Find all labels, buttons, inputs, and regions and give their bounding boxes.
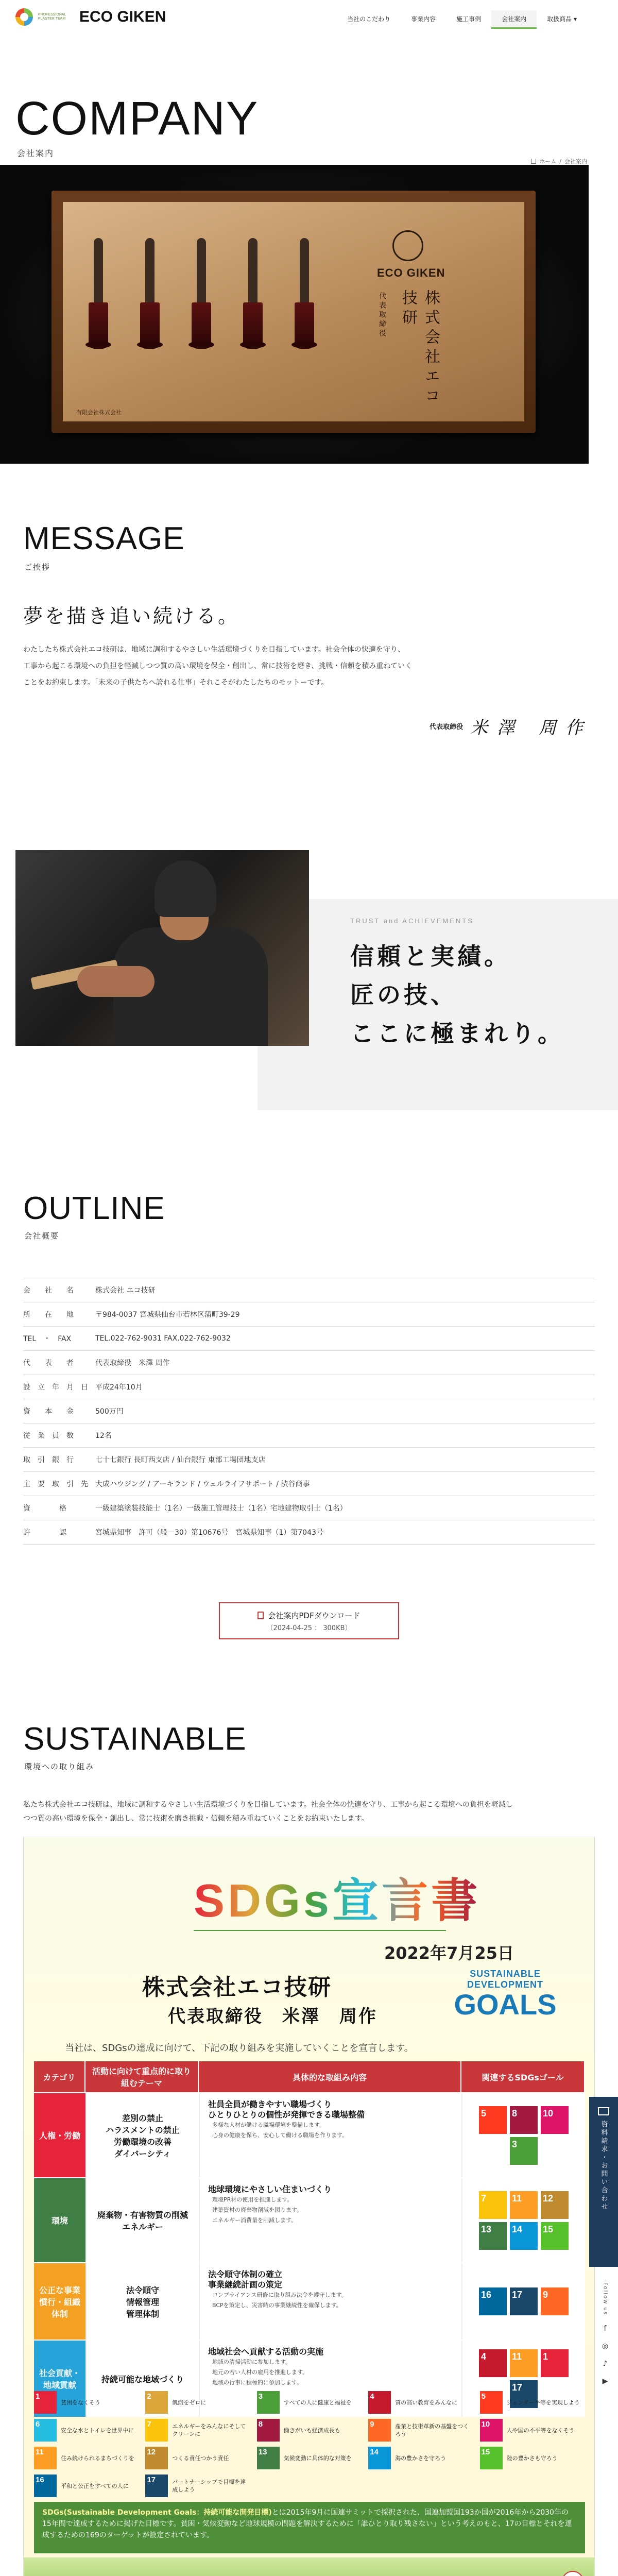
outline-key: 主 要 取 引 先 [23, 1472, 95, 1496]
sdg-legend-item [145, 2419, 250, 2442]
sdgs-footnote-text: とは2015年9月に国連サミットで採択された、国連加盟国193か国が2016年から2030年の15年間で達成するために掲げた目標です。貧困・気候変動など地球規模の問題を解決するために「誰ひとり取り残さない」という考えのもと、17の目標とそれを達成するための169のターゲットが設定されています。 [42, 2509, 572, 2539]
sdgs-company: 株式会社エコ技研 [142, 1974, 332, 2001]
sdg-goal-icon: 2 [145, 2391, 168, 2414]
signature-role: 代表取締役 [430, 723, 464, 731]
page-title: COMPANY [15, 92, 259, 145]
contact-side-tab[interactable] [589, 2097, 618, 2267]
decorative-ground [24, 2557, 595, 2576]
sdg-legend-item [480, 2391, 585, 2414]
sdgs-header-cell: 具体的な取組み内容 [199, 2061, 461, 2092]
sustainable-body [23, 1798, 595, 1826]
sdgs-theme: 法令順守 情報管理 管理体制 [85, 2263, 199, 2340]
sdg-goal-icon: 3 [510, 2137, 538, 2165]
sdgs-table-row [34, 2177, 585, 2262]
sdgs-footnote [34, 2502, 585, 2553]
sdgs-theme: 持続可能な地域づくり [85, 2341, 199, 2417]
sdgs-action-note: コンプライアンス研修に取り組み法令を遵守します。 [212, 2292, 347, 2298]
sdgs-title: SDGs宣言書 [194, 1863, 480, 1930]
outline-value: TEL.022-762-9031 FAX.022-762-9032 [95, 1327, 595, 1351]
site-logo[interactable] [15, 8, 166, 26]
sdg-goal-label: 働きがいも経済成長も [283, 2427, 340, 2434]
sdg-goal-icon: 13 [257, 2447, 280, 2469]
frame-calligraphy-small: 代表取締役 [378, 292, 386, 338]
message-body [23, 641, 487, 691]
sdg-goal-icon: 4 [368, 2391, 391, 2414]
tiktok-icon[interactable]: ♪ [603, 2360, 608, 2368]
sdg-goal-icon: 1 [541, 2349, 569, 2377]
table-row [23, 1399, 595, 1423]
outline-subtitle: 会社概要 [24, 1231, 60, 1241]
pdf-meta: （2024-04-25 ： 300KB） [266, 1624, 352, 1632]
sdg-goal-label: ジェンダー平等を実現しよう [506, 2399, 580, 2406]
instagram-icon[interactable]: ◎ [602, 2342, 609, 2351]
sdgs-related-goals [461, 2263, 585, 2340]
sdgs-table-row [34, 2262, 585, 2340]
message-line: 工事から起こる環境への負担を軽減しつつ質の高い環境を保全・創出し、常に技術を磨き、挑戦・信頼を積み重ねていく [23, 662, 413, 670]
sdgs-action: ひとりひとりの個性が発揮できる職場整備 [208, 2110, 365, 2120]
sdgs-logo-line1: SUSTAINABLE DEVELOPMENT [467, 1969, 543, 1990]
message-line: ことをお約束します。「未来の子供たちへ誇れる仕事」それこそがわたしたちのモットーです。 [23, 679, 329, 687]
sdg-goal-label: 陸の豊かさも守ろう [506, 2454, 558, 2462]
sdg-goal-icon: 11 [510, 2191, 538, 2219]
outline-value: 〒984-0037 宮城県仙台市若林区蒲町39-29 [95, 1302, 595, 1327]
sdg-goal-label: パートナーシップで目標を達成しよう [172, 2479, 246, 2493]
sdgs-category: 公正な事業慣行・組織体制 [34, 2263, 85, 2340]
nav-item[interactable]: 会社案内 [491, 10, 537, 29]
logo-mark-icon [15, 8, 33, 26]
sdg-legend-item [145, 2475, 250, 2497]
outline-value: 12名 [95, 1423, 595, 1448]
sdgs-declaration-card [23, 1837, 595, 2576]
sdgs-action: 法令順守体制の確立 [208, 2269, 283, 2279]
sdgs-header-cell: 関連するSDGsゴール [461, 2061, 585, 2092]
outline-key: TEL ・ FAX [23, 1327, 95, 1351]
outline-key: 資 本 金 [23, 1399, 95, 1423]
sdgs-category: 人権・労働 [34, 2093, 85, 2177]
sdg-legend-item [34, 2419, 139, 2442]
nav-item[interactable]: 施工事例 [456, 15, 482, 23]
emblem-icon [392, 230, 423, 261]
sdg-goal-label: 平和と公正をすべての人に [61, 2482, 129, 2489]
outline-value: 宮城県知事 許可（般－30）第10676号 宮城県知事（1）第7043号 [95, 1520, 595, 1545]
table-row [23, 1472, 595, 1496]
sdg-goal-icon: 5 [479, 2106, 507, 2134]
sdg-goal-icon: 14 [510, 2222, 538, 2250]
table-row [23, 1351, 595, 1375]
nav-item[interactable]: 事業内容 [411, 15, 436, 23]
table-row [23, 1375, 595, 1399]
sdg-goal-icon: 11 [34, 2447, 57, 2469]
sdgs-intro: 当社は、SDGsの達成に向けて、下記の取り組みを実施していくことを宣言します。 [65, 2043, 414, 2054]
frame-panel [63, 202, 524, 421]
sdg-legend-item [368, 2419, 473, 2442]
sdg-legend-item [480, 2419, 585, 2442]
sdg-goal-icon: 4 [479, 2349, 507, 2377]
breadcrumb [531, 157, 587, 165]
sdgs-action-note: エネルギー消費量を削減します。 [212, 2217, 297, 2224]
sdg-legend-item [368, 2391, 473, 2414]
document-icon [258, 1612, 264, 1619]
sdg-goal-label: エネルギーをみんなにそしてクリーンに [172, 2423, 246, 2437]
main-nav [337, 10, 587, 29]
sdg-goal-icon: 17 [510, 2287, 538, 2315]
signature-name: 米澤 周作 [470, 718, 592, 738]
mail-icon [598, 2107, 609, 2115]
sdg-goal-icon: 10 [541, 2106, 569, 2134]
sdg-goal-label: 質の高い教育をみんなに [395, 2399, 458, 2406]
divider [194, 1930, 446, 1931]
sdg-goal-icon: 8 [257, 2419, 280, 2442]
sdg-goal-icon: 6 [34, 2419, 57, 2442]
breadcrumb-current: 会社案内 [564, 158, 587, 165]
sdgs-action: 社員全員が働きやすい職場づくり [208, 2099, 332, 2109]
sdg-goal-icon: 9 [368, 2419, 391, 2442]
breadcrumb-home[interactable]: ホーム [539, 158, 557, 165]
sdg-legend-item [257, 2419, 362, 2442]
sdgs-table [34, 2061, 585, 2417]
sdg-goal-label: 人や国の不平等をなくそう [506, 2427, 575, 2434]
outline-value: 七十七銀行 長町西支店 / 仙台銀行 東部工場団地支店 [95, 1448, 595, 1472]
company-outline-table [23, 1278, 595, 1545]
frame-caption: 有限会社株式会社 [76, 409, 122, 416]
sdg-goal-icon: 15 [541, 2222, 569, 2250]
message-line: わたしたち株式会社エコ技研は、地域に調和するやさしい生活環境づくりを目指しています。社会全体の快適を守り、 [23, 646, 405, 654]
sdg-legend-item [145, 2391, 250, 2414]
sdgs-representative: 代表取締役 米澤 周作 [168, 2006, 377, 2027]
sdgs-action-note: 地域の清掃活動に参加します。 [212, 2359, 291, 2365]
trowel-icon [145, 238, 154, 346]
sdg-legend-item [257, 2447, 362, 2469]
sdgs-logo-line2: GOALS [454, 1988, 557, 2021]
sdg-goal-label: 住み続けられるまちづくりを [61, 2454, 134, 2462]
sdgs-actions [199, 2093, 461, 2177]
trowel-frame [52, 191, 536, 433]
sdg-goal-icon: 7 [145, 2419, 168, 2442]
outline-value: 大成ハウジング / アーキランド / ウェルライフサポート / 渋谷商事 [95, 1472, 595, 1496]
sdg-goal-icon: 1 [34, 2391, 57, 2414]
sdg-goal-icon: 5 [480, 2391, 503, 2414]
sdgs-category: 社会貢献・地域貢献 [34, 2341, 85, 2417]
sdg-goal-label: 安全な水とトイレを世界中に [61, 2427, 134, 2434]
outline-key: 代 表 者 [23, 1351, 95, 1375]
outline-value: 500万円 [95, 1399, 595, 1423]
sdgs-logo [454, 1969, 557, 2019]
trust-line: ここに極まれり。 [350, 1020, 564, 1047]
sustainable-subtitle: 環境への取り組み [24, 1762, 95, 1771]
sdg-legend-item [34, 2447, 139, 2469]
trust-eyebrow: TRUST and ACHIEVEMENTS [350, 917, 474, 925]
sdg-goal-icon: 12 [541, 2191, 569, 2219]
table-row [23, 1327, 595, 1351]
sdgs-theme: 廃棄物・有害物質の削減 エネルギー [85, 2178, 199, 2262]
sdgs-action-note: 多様な人材が働ける職場環境を整備します。 [212, 2122, 325, 2128]
table-row [23, 1448, 595, 1472]
outline-value: 平成24年10月 [95, 1375, 595, 1399]
outline-key: 従 業 員 数 [23, 1423, 95, 1448]
outline-key: 設 立 年 月 日 [23, 1375, 95, 1399]
message-heading: 夢を描き追い続ける。 [23, 605, 240, 628]
sustainable-title: SUSTAINABLE [23, 1721, 247, 1757]
sdg-goal-icon: 16 [34, 2475, 57, 2497]
sdgs-actions [199, 2178, 461, 2262]
sdg-goal-label: 貧困をなくそう [61, 2399, 100, 2406]
craftsman-photo [15, 850, 309, 1046]
sdgs-footnote-lead: SDGs(Sustainable Development Goals：持続可能な開発目標) [42, 2509, 272, 2517]
sdgs-action-note: 地域の行事に積極的に参加します。 [212, 2379, 303, 2386]
trust-line: 匠の技、 [350, 981, 457, 1009]
sdgs-header-cell: カテゴリ [34, 2061, 85, 2092]
hero-image-trowel-frame [0, 165, 589, 464]
sdg-goal-label: つくる責任つかう責任 [172, 2454, 229, 2462]
sdg-goal-icon: 15 [480, 2447, 503, 2469]
message-signature [430, 714, 592, 739]
trowel-icon [94, 238, 103, 346]
sdg-goal-icon: 7 [479, 2191, 507, 2219]
logo-tagline: PROFESSIONAL PLASTER TEAM [38, 12, 66, 21]
trust-line: 信頼と実績。 [350, 942, 511, 970]
sdgs-theme: 差別の禁止 ハラスメントの禁止 労働環境の改善 ダイバーシティ [85, 2093, 199, 2177]
sdgs-related-goals [461, 2093, 585, 2177]
sdgs-related-goals [461, 2178, 585, 2262]
table-row [23, 1278, 595, 1302]
sdg-goal-icon: 11 [510, 2349, 538, 2377]
company-pdf-download-button[interactable] [219, 1602, 399, 1639]
site-header [0, 0, 618, 41]
trowel-icon [197, 238, 206, 346]
outline-key: 所 在 地 [23, 1302, 95, 1327]
trowel-icon [248, 238, 258, 346]
outline-key: 取 引 銀 行 [23, 1448, 95, 1472]
sdgs-action-note: 環境PR材の使用を推進します。 [212, 2196, 293, 2203]
pdf-label: 会社案内PDFダウンロード [268, 1611, 360, 1620]
outline-value: 株式会社 エコ技研 [95, 1278, 595, 1302]
facebook-icon[interactable]: f [604, 2325, 607, 2333]
sdgs-action-note: BCPを策定し、災害時の事業継続性を確保します。 [212, 2302, 342, 2309]
frame-logo-text: ECO GIKEN [377, 266, 445, 279]
outline-key: 許 認 [23, 1520, 95, 1545]
sdgs-action: 地球環境にやさしい住まいづくり [208, 2184, 332, 2194]
outline-value: 一級建築塗装技能士（1名）一級施工管理技士（1名）宅地建物取引士（1名） [95, 1496, 595, 1520]
outline-title: OUTLINE [23, 1191, 165, 1226]
sdgs-date: 2022年7月25日 [384, 1943, 514, 1963]
sdgs-action: 事業継続計画の策定 [208, 2280, 283, 2290]
sdgs-actions [199, 2263, 461, 2340]
sdg-legend-item [368, 2447, 473, 2469]
sdg-goal-label: 飢餓をゼロに [172, 2399, 207, 2406]
sdg-goal-icon: 13 [479, 2222, 507, 2250]
sdg-legend-item [34, 2475, 139, 2497]
sdg-goal-icon: 16 [479, 2287, 507, 2315]
breadcrumb-separator: / [559, 158, 561, 165]
sdgs-table-header [34, 2061, 585, 2092]
sdg-goal-label: すべての人に健康と福祉を [283, 2399, 352, 2406]
social-links [599, 2282, 611, 2385]
sdg-legend-item [257, 2391, 362, 2414]
sustainable-line: つつ質の高い環境を保全・創出し、常に技術を磨き挑戦・信頼を積み重ねていくことをお約束いたします。 [23, 1815, 369, 1823]
sdgs-goal-legend [34, 2391, 585, 2497]
message-subtitle: ご挨拶 [24, 563, 51, 572]
sdgs-action: 地域社会へ貢献する活動の実施 [208, 2347, 324, 2357]
youtube-icon[interactable]: ▶ [602, 2377, 608, 2386]
sdgs-header-cell: 活動に向けて重点的に取り組むテーマ [85, 2061, 199, 2092]
sdgs-action-note: 建築資材の廃棄物削減を図ります。 [212, 2207, 303, 2213]
page-subtitle: 会社案内 [17, 148, 55, 158]
sdg-goal-label: 気候変動に具体的な対策を [283, 2454, 352, 2462]
nav-item[interactable]: 当社のこだわり [347, 15, 391, 23]
outline-key: 資 格 [23, 1496, 95, 1520]
sdg-goal-icon: 3 [257, 2391, 280, 2414]
contact-label: 資料請求・お問い合わせ [599, 2121, 608, 2211]
outline-value: 代表取締役 米澤 周作 [95, 1351, 595, 1375]
logo-text: ECO GIKEN [79, 8, 166, 25]
sdgs-table-row [34, 2092, 585, 2177]
sdg-goal-icon: 17 [510, 2380, 538, 2408]
frame-calligraphy: 株式会社エコ技研 [399, 290, 440, 407]
sdg-goal-icon: 9 [541, 2287, 569, 2315]
sdg-goal-icon: 12 [145, 2447, 168, 2469]
sdg-legend-item [145, 2447, 250, 2469]
sustainable-line: 私たち株式会社エコ技研は、地域に調和するやさしい生活環境づくりを目指しています。社会全体の快適を守り、工事から起こる環境への負担を軽減し [23, 1801, 513, 1809]
outline-key: 会 社 名 [23, 1278, 95, 1302]
sdg-goal-icon: 17 [145, 2475, 168, 2497]
nav-item[interactable]: 取扱商品 ▾ [547, 15, 577, 23]
sdg-goal-label: 海の豊かさを守ろう [395, 2454, 447, 2462]
trowel-icon [300, 238, 309, 346]
home-icon [531, 159, 536, 164]
sdgs-action-note: 地元の若い人材の雇用を推進します。 [212, 2369, 308, 2376]
sdgs-action-note: 心身の健康を保ち、安心して働ける職場を作ります。 [212, 2132, 348, 2139]
sdg-legend-item [34, 2391, 139, 2414]
sdg-legend-item [480, 2447, 585, 2469]
table-row [23, 1302, 595, 1327]
table-row [23, 1423, 595, 1448]
table-row [23, 1496, 595, 1520]
follow-label: Follow us [602, 2282, 608, 2316]
sdg-goal-icon: 8 [510, 2106, 538, 2134]
sdg-goal-label: 産業と技術革新の基盤をつくろう [395, 2423, 469, 2437]
sdg-goal-icon: 10 [480, 2419, 503, 2442]
message-title: MESSAGE [23, 521, 185, 556]
sdgs-category: 環境 [34, 2178, 85, 2262]
sdg-goal-icon: 14 [368, 2447, 391, 2469]
table-row [23, 1520, 595, 1545]
